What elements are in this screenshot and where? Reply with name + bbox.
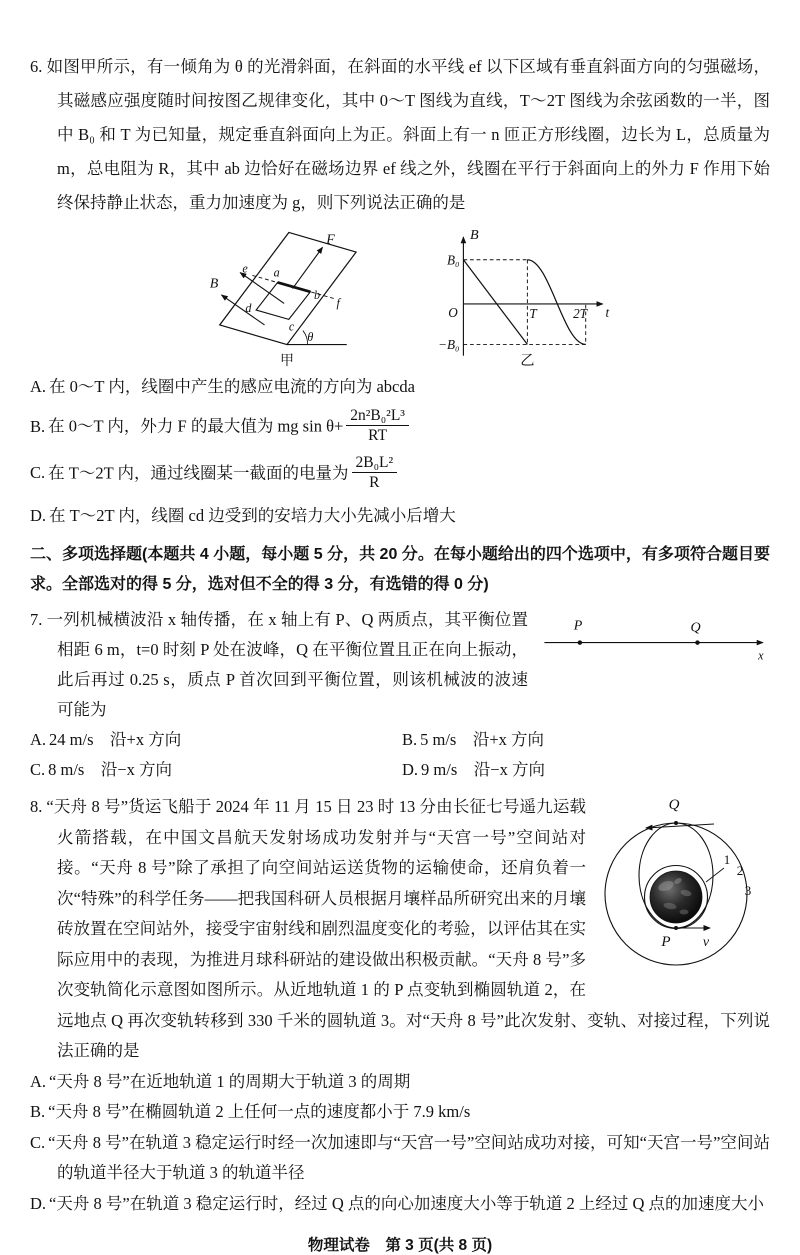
point-Q-dot: [695, 641, 699, 645]
q8-option-c-text: “天舟 8 号”在轨道 3 稳定运行时经一次加速即与“天宫一号”空间站成功对接，可知“天宫一号”空间站的轨道半径大于轨道 3 的轨道半径: [48, 1132, 770, 1183]
q8-option-b: [30, 1097, 770, 1128]
q7-option-c-label: C.: [30, 760, 46, 780]
point-P-dot: [578, 641, 582, 645]
label-P: P: [573, 618, 583, 634]
label-P: P: [661, 934, 671, 951]
coil-abcd: [256, 282, 310, 319]
q6-option-a-label: A.: [30, 377, 47, 396]
figure-yi-caption: 乙: [520, 353, 535, 367]
label-x: x: [758, 648, 764, 663]
force-F-arrow: [293, 247, 323, 288]
label-F: F: [326, 232, 335, 248]
q7-option-d-label: D.: [402, 760, 419, 780]
q7-option-b-label: B.: [402, 730, 418, 750]
label-theta: θ: [307, 329, 314, 344]
label-orbit-2: 2: [736, 863, 744, 879]
q6-number: 6.: [30, 57, 43, 76]
q7-option-a-text: 24 m/s 沿+x 方向: [49, 730, 182, 750]
inclined-plane-face: [220, 232, 356, 344]
q6-option-c: [30, 454, 770, 496]
question-8: [30, 792, 770, 1219]
q8-stem-text: “天舟 8 号”货运飞船于 2024 年 11 月 15 日 23 时 13 分由长征七号遥九运载火箭搭载，在中国文昌航天发射场成功发射并与“天宫一号”空间站对接。“天舟 8 号”除了承担了向空间站运送货物的运输使命，还肩负着一次“特殊”的科学任务——把我国科研人员根据月壤样品所研究出来的月壤砖放置在空间站外，接受宇宙射线和剧烈温度变化的考验，以评估其在实际应用中的表现，为推进月球科研站的建设做出积极贡献。“天舟 8 号”多次变轨简化示意图如图所示。从近地轨道 1 的 P 点变轨到椭圆轨道 2，在远地点 Q 再次变轨转移到 330 千米的圆轨道 3。对“天舟 8 号”此次发射、变轨、对接过程，下列说法正确的是: [46, 797, 770, 1061]
label-f: f: [336, 296, 340, 311]
q6-option-a: [30, 371, 770, 402]
label-Q: Q: [690, 620, 701, 636]
q8-option-c: [30, 1128, 770, 1189]
orbit-transfer-diagram: [598, 794, 770, 976]
cosine-segment: [527, 260, 585, 345]
wave-axis-diagram: [540, 609, 770, 665]
label-Q: Q: [668, 797, 680, 814]
q6-option-c-fraction: [352, 454, 398, 492]
q6-option-b: [30, 407, 770, 449]
question-7: [30, 605, 770, 785]
q8-option-d-label: D.: [30, 1193, 47, 1213]
q6-option-c-fraction-numerator: 2B₀L²: [352, 454, 398, 473]
q8-option-a: [30, 1067, 770, 1098]
q6-stem: [30, 50, 770, 220]
incline-plane-diagram: [186, 225, 387, 367]
q6-option-c-label: C.: [30, 463, 46, 483]
q6-option-b-label: B.: [30, 416, 46, 436]
q6-option-a-text: 在 0～T 内，线圈中产生的感应电流的方向为 abcda: [49, 377, 415, 396]
earth: [650, 871, 702, 923]
label-B-axis: B: [469, 227, 479, 244]
question-6: [30, 50, 770, 531]
point-P-dot: [674, 926, 678, 930]
q7-option-d-text: 9 m/s 沿−x 方向: [421, 760, 545, 780]
q7-option-c-text: 8 m/s 沿−x 方向: [48, 760, 173, 780]
linear-segment: [463, 260, 527, 345]
q7-option-a-label: A.: [30, 730, 47, 750]
label-orbit-1: 1: [723, 852, 731, 868]
q7-option-a: [30, 725, 402, 755]
q7-option-b: [402, 725, 770, 755]
label-B0: B₀: [447, 252, 460, 268]
q7-option-c: [30, 755, 402, 785]
q8-option-b-text: “天舟 8 号”在椭圆轨道 2 上任何一点的速度都小于 7.9 km/s: [48, 1102, 471, 1122]
page-footer: 物理试卷 第 3 页(共 8 页): [307, 1237, 493, 1255]
figure-jia-caption: 甲: [279, 354, 294, 367]
q6-stem-text: 如图甲所示，有一倾角为 θ 的光滑斜面，在斜面的水平线 ef 以下区域有垂直斜面方向的匀强磁场，其磁感应强度随时间按图乙规律变化，其中 0～T 图线为直线，T～2T 图线为余弦函数的一半，图中 B₀ 和 T 为已知量，规定垂直斜面向上为正。斜面上有一 n 匝正方形线圈，边长为 L，总质量为 m，总电阻为 R，其中 ab 边恰好在磁场边界 ef 线之外，线圈在平行于斜面向上的外力 F 作用下始终保持静止状态，重力加速度为 g，则下列说法正确的是: [46, 57, 770, 212]
q8-option-b-label: B.: [30, 1102, 46, 1122]
q6-figures: [30, 224, 770, 367]
label-v: v: [702, 935, 710, 951]
q6-option-d-label: D.: [30, 506, 47, 526]
label-B: B: [209, 276, 219, 292]
label-negB0: −B₀: [438, 337, 460, 353]
q8-option-d: [30, 1189, 770, 1220]
q6-option-d-text: 在 T～2T 内，线圈 cd 边受到的安培力大小先减小后增大: [49, 506, 456, 526]
q8-option-a-text: “天舟 8 号”在近地轨道 1 的周期大于轨道 3 的周期: [49, 1071, 411, 1091]
q6-option-b-fraction: [346, 407, 409, 445]
q6-option-b-fraction-numerator: 2n²B₀²L³: [346, 407, 409, 426]
label-T: T: [529, 306, 537, 322]
q8-option-c-label: C.: [30, 1132, 46, 1152]
q6-option-c-text: 在 T～2T 内，通过线圈某一截面的电量为: [48, 463, 349, 483]
label-e: e: [242, 261, 248, 276]
q7-option-b-text: 5 m/s 沿+x 方向: [420, 730, 545, 750]
q7-number: 7.: [30, 610, 43, 630]
label-a: a: [273, 265, 280, 280]
label-c: c: [288, 319, 295, 334]
q6-options: [30, 371, 770, 531]
q7-option-d: [402, 755, 770, 785]
label-b: b: [314, 287, 321, 302]
q6-option-d: [30, 500, 770, 531]
section-2-header: 二、多项选择题(本题共 4 小题，每小题 5 分，共 20 分。在每小题给出的四个选项中，有多项符合题目要求。全部选对的得 5 分，选对但不全的得 3 分，有选错的得 0 分): [30, 546, 770, 594]
q6-option-c-fraction-denominator: R: [369, 474, 380, 492]
label-t: t: [605, 305, 610, 321]
q6-option-b-text: 在 0～T 内，外力 F 的最大值为 mg sin θ+: [48, 416, 344, 436]
q7-options: [30, 725, 770, 785]
q8-number: 8.: [30, 797, 43, 817]
q7-stem-text: 一列机械横波沿 x 轴传播，在 x 轴上有 P、Q 两质点，其平衡位置相距 6 m，t=0 时刻 P 处在波峰，Q 在平衡位置且正在向上振动，此后再过 0.25 s，质点 P 首次回到平衡位置，则该机械波的波速可能为: [46, 610, 528, 720]
b-t-graph: [421, 224, 614, 367]
q8-option-d-text: “天舟 8 号”在轨道 3 稳定运行时，经过 Q 点的向心加速度大小等于轨道 2 上经过 Q 点的加速度大小: [49, 1193, 765, 1213]
label-2T: 2T: [573, 306, 588, 322]
label-orbit-3: 3: [744, 883, 752, 899]
q6-option-b-fraction-denominator: RT: [368, 427, 388, 445]
label-O: O: [448, 305, 458, 321]
orbit-1-leader-line: [706, 868, 724, 882]
label-d: d: [245, 300, 252, 315]
point-Q-dot: [674, 821, 678, 825]
q8-option-a-label: A.: [30, 1071, 47, 1091]
